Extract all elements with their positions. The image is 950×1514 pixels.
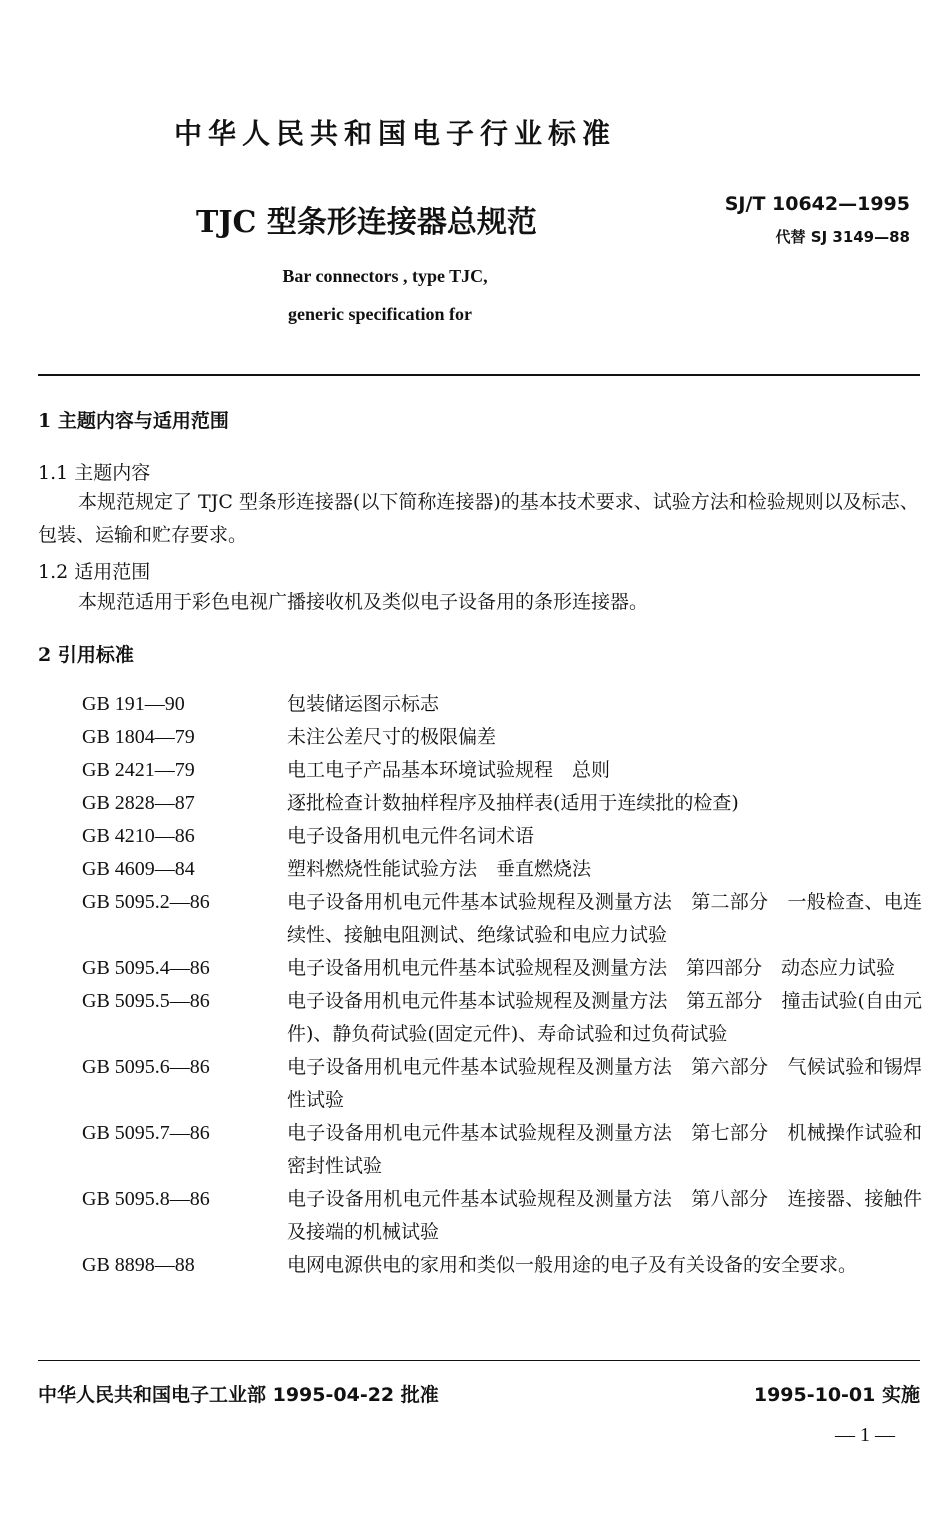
reference-title: 电子设备用机电元件基本试验规程及测量方法 第五部分 撞击试验(自由元件)、静负荷试验(固定元件)、寿命试验和过负荷试验	[287, 990, 922, 1045]
reference-title: 电子设备用机电元件名词术语	[287, 825, 535, 847]
issuing-body-title: 中华人民共和国电子行业标准	[173, 117, 616, 150]
page-number: — 1 —	[835, 1424, 895, 1446]
section-1-1-heading: 1.1 主题内容	[38, 462, 151, 484]
effective-date: 1995-10-01 实施	[753, 1384, 920, 1406]
reference-title: 未注公差尺寸的极限偏差	[287, 726, 497, 748]
reference-code: GB 4609—84	[82, 858, 195, 880]
reference-code: GB 5095.8—86	[82, 1188, 210, 1210]
reference-title: 塑料燃烧性能试验方法 垂直燃烧法	[287, 858, 592, 880]
reference-title: 逐批检查计数抽样程序及抽样表(适用于连续批的检查)	[287, 792, 739, 814]
section-1-2-text: 本规范适用于彩色电视广播接收机及类似电子设备用的条形连接器。	[78, 591, 649, 613]
reference-row	[82, 1249, 922, 1282]
reference-row	[82, 688, 922, 721]
reference-title: 电子设备用机电元件基本试验规程及测量方法 第七部分 机械操作试验和密封性试验	[287, 1122, 922, 1177]
reference-code: GB 5095.2—86	[82, 891, 210, 913]
reference-row	[82, 952, 922, 985]
reference-code: GB 8898—88	[82, 1254, 195, 1276]
reference-code: GB 4210—86	[82, 825, 195, 847]
reference-code: GB 2828—87	[82, 792, 195, 814]
reference-row	[82, 985, 922, 1051]
reference-row	[82, 853, 922, 886]
reference-code: GB 5095.4—86	[82, 957, 210, 979]
reference-title: 电子设备用机电元件基本试验规程及测量方法 第八部分 连接器、接触件及接端的机械试验	[287, 1188, 922, 1243]
standard-code: SJ/T 10642—1995	[724, 193, 910, 215]
document-title: TJC 型条形连接器总规范	[196, 205, 537, 240]
section-2-heading: 2 引用标准	[38, 644, 134, 666]
approval-statement: 中华人民共和国电子工业部 1995-04-22 批准	[38, 1384, 439, 1406]
reference-code: GB 5095.7—86	[82, 1122, 210, 1144]
reference-row	[82, 886, 922, 952]
reference-code: GB 191—90	[82, 693, 185, 715]
replaces-standard: 代替 SJ 3149—88	[775, 228, 910, 246]
footer-divider	[38, 1360, 920, 1361]
section-1-heading: 1 主题内容与适用范围	[38, 410, 229, 432]
english-title-line-1: Bar connectors , type TJC,	[282, 266, 488, 286]
reference-title: 电子设备用机电元件基本试验规程及测量方法 第四部分 动态应力试验	[287, 957, 896, 979]
reference-row	[82, 1117, 922, 1183]
section-1-2-heading: 1.2 适用范围	[38, 561, 151, 583]
referenced-standards-list	[82, 688, 922, 1282]
reference-row	[82, 820, 922, 853]
reference-row	[82, 1183, 922, 1249]
reference-title: 电网电源供电的家用和类似一般用途的电子及有关设备的安全要求。	[287, 1254, 858, 1276]
reference-title: 包装储运图示标志	[287, 693, 440, 715]
reference-code: GB 1804—79	[82, 726, 195, 748]
reference-row	[82, 1051, 922, 1117]
reference-row	[82, 721, 922, 754]
header-divider	[38, 374, 920, 376]
section-1-1-text: 本规范规定了 TJC 型条形连接器(以下简称连接器)的基本技术要求、试验方法和检验规则以及标志、包装、运输和贮存要求。	[38, 491, 919, 546]
reference-title: 电工电子产品基本环境试验规程 总则	[287, 759, 611, 781]
reference-title: 电子设备用机电元件基本试验规程及测量方法 第六部分 气候试验和锡焊性试验	[287, 1056, 922, 1111]
english-title-line-2: generic specification for	[288, 304, 472, 324]
reference-row	[82, 754, 922, 787]
reference-code: GB 5095.6—86	[82, 1056, 210, 1078]
reference-code: GB 5095.5—86	[82, 990, 210, 1012]
reference-code: GB 2421—79	[82, 759, 195, 781]
reference-row	[82, 787, 922, 820]
reference-title: 电子设备用机电元件基本试验规程及测量方法 第二部分 一般检查、电连续性、接触电阻测试、绝缘试验和电应力试验	[287, 891, 922, 946]
